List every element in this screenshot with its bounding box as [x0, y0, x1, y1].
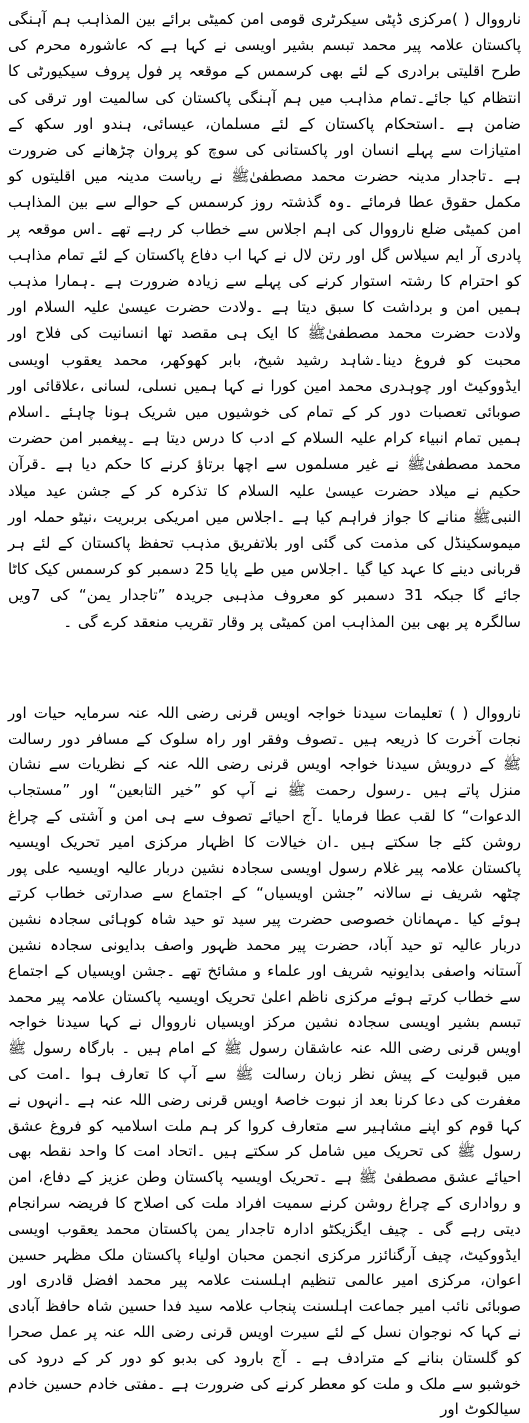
article-dateline: نارووال ( — [462, 703, 521, 722]
article-body: پاکستان علامہ پیر محمد تبسم بشیر اویسی نے کہا ہے کہ عاشورہ محرم کی طرح اقلیتی برادری کے لئے بھی کرسمس کے موقعہ پر فول پروف سیکیورٹی کا انتظام کیا جائے۔تمام مذاہب میں ہم آہنگی پاکستان کی سالمیت اور ترقی کی ضامن ہے ۔استحکام پاکستان کے لئے مسلمان، عیسائی، ہندو اور سکھ کے امتیازات سے پہلے انسان اور پاکستانی کی سوچ کو پروان چڑھانے کی ضرورت ہے ۔تاجدار مدینہ حضرت محمد مصطفیٰﷺ نے ریاست مدینہ میں اقلیتوں کو مکمل حقوق عطا فرمائے ۔وہ گذشتہ روز کرسمس کے حوالے سے بین المذاہب امن کمیٹی ضلع نارووال کی اہم اجلاس سے خطاب کر رہے تھے ۔اس موقعہ پر پادری آر ایم سیلاس گل اور رتن لال نے کہا اب دفاع پاکستان کے لئے تمام مذاہب کو احترام کا رشتہ استوار کرنے کی پہلے سے زیادہ ضرورت ہے ۔ہمارا مذہب ہمیں امن و برداشت کا سبق دیتا ہے ۔ولادت حضرت عیسیٰ علیہ السلام اور ولادت حضرت محمد مصطفیٰﷺ کا ایک ہی مقصد تھا انسانیت کی فلاح اور محبت کو فروغ دینا۔شاہد رشید شیخ، بابر کھوکھر، محمد یعقوب اویسی ایڈووکیٹ اور چوہدری محمد امین کورا نے کہا ہمیں نسلی، لسانی ،علاقائی اور صوبائی تعصبات دور کر کے تمام کی خوشیوں میں شریک ہونا چاہئے ۔اسلام ہمیں تمام انبیاء کرام علیہ السلام کے ادب کا درس دیتا ہے ۔پیغمبر امن حضرت محمد مصطفیٰﷺ نے غیر مسلموں سے اچھا برتاؤ کرنے کا حکم دیا ہے ۔قرآن حکیم نے میلاد حضرت عیسیٰ علیہ السلام کا تذکرہ کر کے جشن عید میلاد النبیﷺ منانے کا جواز فراہم کیا ہے ۔اجلاس میں امریکی بربریت ،نیٹو حملہ اور میموسکینڈل کی مذمت کی گئی اور بلاتفریق مذہب تحفظ پاکستان کے لئے ہر قربانی دینے کا عہد کیا گیا ۔اجلاس میں طے پایا 25 دسمبر کو کرسمس کیک کاٹا جائے گا جبکہ 31 دسمبر کو معروف مذہبی جریدہ ”تاجدار یمن“ کی 7ویں سالگرہ پر بھی بین المذاہب امن کمیٹی پر وقار تقریب منعقد کرے گی ۔ — [8, 36, 521, 631]
article-paragraph — [8, 6, 521, 635]
article-dateline: نارووال ( — [463, 10, 521, 28]
article-headline: ) تعلیمات سیدنا خواجہ اویس قرنی رضی اللہ عنہ سرمایہ حیات اور نجات — [8, 703, 521, 748]
article-christmas-security — [8, 6, 521, 635]
article-jashn-owaisian — [8, 701, 521, 1423]
article-headline: )مرکزی ڈپٹی سیکرٹری قومی امن کمیٹی برائے بین المذاہب ہم آہنگی — [8, 10, 458, 28]
article-paragraph — [8, 701, 521, 1423]
article-separator — [8, 635, 521, 701]
article-body: آخرت کا ذریعہ ہیں ۔تصوف وفقر اور راہ سلوک کے مسافر دور رسالت ﷺ کے درویش سیدنا خواجہ اویس قرنی رضی اللہ عنہ کے نظریات سے نشان منزل پاتے ہیں ۔رسول رحمت ﷺ نے آپ کو ”خیر التابعین“ اور ”مستجاب الدعوات“ کا لقب عطا فرمایا ۔آج احیائے تصوف سے ہی امن و آشتی کے چراغ روشن کئے جا سکتے ہیں ۔ان خیالات کا اظہار مرکزی امیر تحریک اویسیہ پاکستان علامہ پیر غلام رسول اویسی سجادہ نشین دربار عالیہ اویسیہ علی پور چٹھہ شریف نے سالانہ ”جشن اویسیاں“ کے اجتماع سے صدارتی خطاب کرتے ہوئے کیا ۔مہمانان خصوصی حضرت پیر سید تو حید شاہ کوہائی سجادہ نشین دربار عالیہ تو حید آباد، حضرت پیر محمد ظہور واصف بدایونی سجادہ نشین آستانہ واصفی بدایونیہ شریف اور علماء و مشائخ تھے ۔جشن اویسیاں کے اجتماع سے خطاب کرتے ہوئے مرکزی ناظم اعلیٰ تحریک اویسیہ پاکستان علامہ پیر محمد تبسم بشیر اویسی سجادہ نشین مرکز اویسیاں نارووال نے کہا سیدنا خواجہ اویس قرنی رضی اللہ عنہ عاشقان رسول ﷺ کے امام ہیں ۔ بارگاہ رسول ﷺ میں قبولیت کے پیش نظر زبان رسالت ﷺ سے آپ کا تعارف ہوا ۔امت کی مغفرت کی دعا کرنا بعد از نبوت خاصۂ اویس قرنی رضی اللہ عنہ ہے ۔انہوں نے کہا قوم کو اپنے مشاہیر سے متعارف کروا کر ہم ملت اسلامیہ کو فروغ عشق رسول ﷺ کی تحریک میں شامل کر سکتے ہیں ۔اتحاد امت کا واحد نقطہ بھی احیائے عشق مصطفیٰ ﷺ ہے ۔تحریک اویسیہ پاکستان وطن عزیز کے دفاع، امن و رواداری کے چراغ روشن کرنے سمیت افراد ملت کی اصلاح کا فریضہ سرانجام دیتی رہے گی ۔ چیف ایگزیکٹو ادارہ تاجدار یمن پاکستان محمد یعقوب اویسی ایڈووکیٹ، چیف آرگنائزر مرکزی انجمن محبان اولیاء پاکستان ملک مظہر حسین اعوان، مرکزی امیر عالمی تنظیم اہلسنت علامہ پیر محمد افضل قادری اور صوبائی نائب امیر جماعت اہلسنت پنجاب علامہ سید فدا حسین شاہ حافظ آبادی نے کہا کہ نوجوان نسل کے لئے سیرت اویس قرنی رضی اللہ عنہ پر عمل صحرا کو گلستان بنانے کے مترادف ہے ۔ آج بارود کی بدبو کو دور کر کے درود کی خوشبو سے ملک و ملت کو معطر کرنے کی ضرورت ہے ۔مفتی خادم حسین خادم سیالکوٹ اور — [8, 729, 521, 1419]
